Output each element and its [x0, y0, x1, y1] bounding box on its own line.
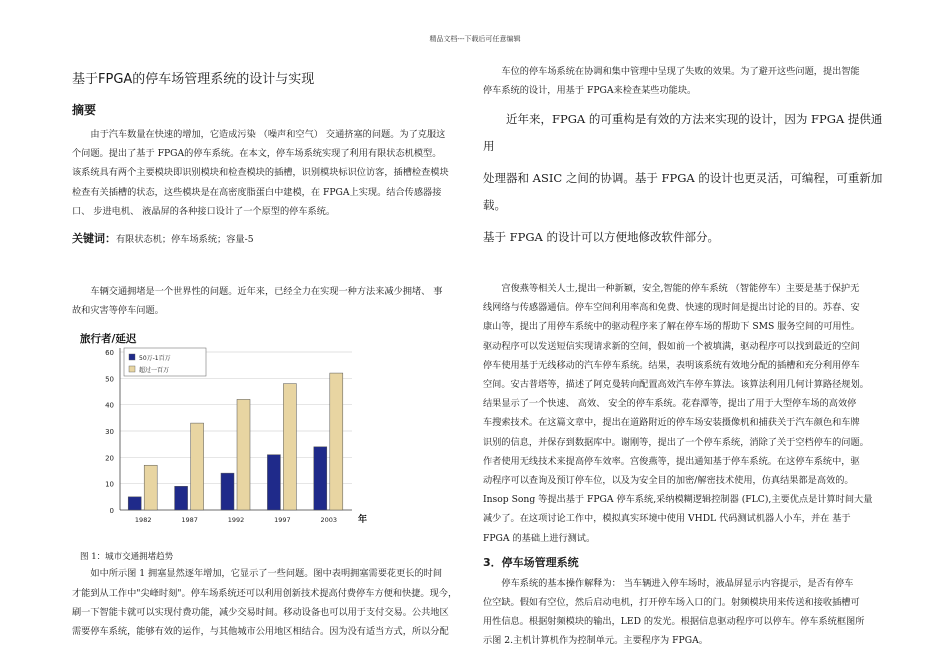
- bar: [330, 373, 343, 510]
- bar: [128, 497, 141, 510]
- paper-title: 基于FPGA的停车场管理系统的设计与实现: [72, 72, 315, 87]
- legend-swatch: [129, 366, 135, 372]
- congestion-chart: [72, 330, 472, 542]
- intro-line: 车辆交通拥堵是一个世界性的问题。近年来，已经全力在实现一种方法来减少拥堵、 事: [90, 286, 443, 298]
- abstract-line: 该系统具有两个主要模块即识别模块和检查模块的插槽，识别模块标识位访客，插槽检查模块: [72, 167, 449, 179]
- bar: [144, 466, 157, 511]
- body-line: 才能到从工作中"尖峰时刻"。停车场系统还可以利用创新技术提高付费停车方便和快捷。现今，: [72, 587, 458, 599]
- section-line: 停车系统的基本操作解释为： 当车辆进入停车场时，液晶屏显示内容提示，是否有停车: [501, 577, 854, 589]
- body-line: 如中所示图 1 拥塞显然逐年增加，它显示了一些问题。图中表明拥塞需要花更长的时间: [90, 568, 443, 580]
- right-column: [483, 62, 883, 651]
- left-column: [72, 62, 472, 641]
- body-line: 车位的停车场系统在协调和集中管理中呈现了失败的效果。为了避开这些问题，提出智能: [501, 66, 860, 77]
- literature-line: Insop Song 等提出基于 FPGA 停车系统,采纳模糊逻辑控制器 (FLC),主要优点是计算时间大量: [483, 494, 873, 506]
- chart-title: 旅行者/延迟: [80, 333, 137, 346]
- literature-line: 停车使用基于无线移动的汽车停车系统。结果，表明该系统有效地分配的插槽和充分利用停车: [483, 359, 860, 371]
- bar: [314, 447, 327, 510]
- keywords: [72, 230, 472, 246]
- bar: [267, 455, 280, 510]
- body-line: 需要停车系统，能够有效的运作，与其他城市公用地区相结合。因为没有适当方式，所以分配: [72, 626, 449, 638]
- bar: [221, 474, 234, 511]
- bar: [237, 400, 250, 511]
- section-heading: 3．停车场管理系统: [483, 555, 579, 569]
- x-axis-label: 年: [358, 515, 368, 526]
- y-tick-label: 20: [105, 454, 114, 463]
- figure-caption: 图 1：城市交通拥堵趋势: [80, 552, 174, 563]
- legend-label: 超过一百万: [139, 367, 170, 375]
- abstract-heading: 摘要: [72, 103, 97, 117]
- large-text-line: 近年来，FPGA 的可重构是有效的方法来实现的设计，因为 FPGA 提供通用: [483, 112, 883, 153]
- literature-line: 线网络与传感器通信。停车空间利用率高和免费、快速的现时间是提出讨论的目的。苏春、安: [483, 302, 860, 314]
- bar: [191, 424, 204, 511]
- y-tick-label: 10: [105, 481, 114, 490]
- intro-line: 故和灾害等停车问题。: [72, 305, 164, 317]
- literature-line: 驱动程序可以发送短信实现请求新的空间，假如前一个被填满，驱动程序可以找到最近的空间: [483, 340, 860, 352]
- section-line: 示图 2.主机计算机作为控制单元。主要程序为 FPGA。: [483, 635, 708, 647]
- x-tick-label: 1982: [134, 516, 152, 525]
- legend-swatch: [129, 354, 135, 360]
- y-tick-label: 40: [105, 402, 114, 411]
- literature-line: 作者使用无线技术来提高停车效率。宫俊燕等，提出通知基于停车系统。在这停车系统中，驱: [483, 455, 860, 467]
- body-line: 刷一下智能卡就可以实现付费功能，减少交易时间。移动设备也可以用于支付交易。公共地区: [72, 606, 449, 618]
- x-tick-label: 1987: [181, 516, 198, 525]
- literature-line: 结果显示了一个快速、 高效、 安全的停车系统。花春潭等，提出了用于大型停车场的高效停: [483, 398, 857, 410]
- abstract-line: 个问题。提出了基于 FPGA的停车系统。在本文，停车场系统实现了利用有限状态机模型。: [72, 148, 442, 160]
- abstract-line: 检查有关插槽的状态，这些模块是在高密度脂蛋白中建模，在 FPGA上实现。结合传感器接: [72, 186, 442, 198]
- literature-line: 空间。安古普塔等，描述了阿克曼转向配置高效汽车停车算法。该算法利用几何计算路径规划。: [483, 378, 869, 390]
- y-tick-label: 30: [105, 428, 114, 437]
- body-line: 停车系统的设计，用基于 FPGA来检查某些功能块。: [483, 85, 697, 97]
- section-line: 位空缺。假如有空位，然后启动电机，打开停车场入口的门。射频模块用来传送和接收插槽可: [483, 596, 860, 608]
- y-tick-label: 0: [109, 507, 114, 516]
- y-tick-label: 60: [105, 349, 114, 358]
- bar: [175, 487, 188, 511]
- x-tick-label: 1997: [274, 516, 291, 525]
- literature-line: 车搜索技术。在这篇文章中，提出在道路附近的停车场安装摄像机和捕获关于汽车颜色和车牌: [483, 417, 860, 429]
- y-tick-label: 50: [105, 375, 114, 384]
- literature-line: 动程序可以查询及预订停车位，以及为安全目的加密/解密技术使用，仿真结果都是高效的。: [483, 474, 854, 486]
- literature-line: FPGA 的基础上进行测试。: [483, 532, 596, 544]
- large-text-line: 处理器和 ASIC 之间的协调。基于 FPGA 的设计也更灵活，可编程，可重新加载。: [483, 171, 883, 212]
- section-line: 用性信息。根据射频模块的输出，LED 的发光。根据信息驱动程序可以停车。停车系统框图所: [483, 616, 865, 628]
- page-header: 精品文档---下载后可任意编辑: [429, 35, 521, 43]
- bar: [283, 384, 296, 510]
- literature-line: 康山等，提出了用停车系统中的驱动程序来了解在停车场的帮助下 SMS 服务空间的可用性。: [483, 321, 860, 333]
- abstract-body: [72, 125, 472, 221]
- literature-line: 宫俊燕等相关人士,提出一种新颖，安全,智能的停车系统 （智能停车）主要是基于保护无: [501, 282, 860, 294]
- x-tick-label: 1992: [227, 516, 245, 525]
- legend-label: 50万-1百万: [139, 355, 171, 363]
- literature-line: 识别的信息，并保存到数据库中。谢刚等，提出了一个停车系统，消除了关于空档停车的问题。: [483, 436, 869, 448]
- keywords-text: 有限状态机；停车场系统；容量-5: [116, 234, 254, 246]
- chart-canvas: [72, 330, 472, 542]
- abstract-line: 由于汽车数量在快速的增加，它造成污染 （噪声和空气） 交通挤塞的问题。为了克服这: [90, 129, 446, 140]
- literature-line: 减少了。在这项讨论工作中，模拟真实环境中使用 VHDL 代码测试机器人小车，并在 基于: [483, 513, 851, 525]
- x-tick-label: 2003: [320, 516, 338, 525]
- large-text-line: 基于 FPGA 的设计可以方便地修改软件部分。: [483, 230, 720, 245]
- keywords-label: 关键词：: [72, 232, 116, 246]
- abstract-line: 口、 步进电机、 液晶屏的各种接口设计了一个原型的停车系统。: [72, 205, 336, 217]
